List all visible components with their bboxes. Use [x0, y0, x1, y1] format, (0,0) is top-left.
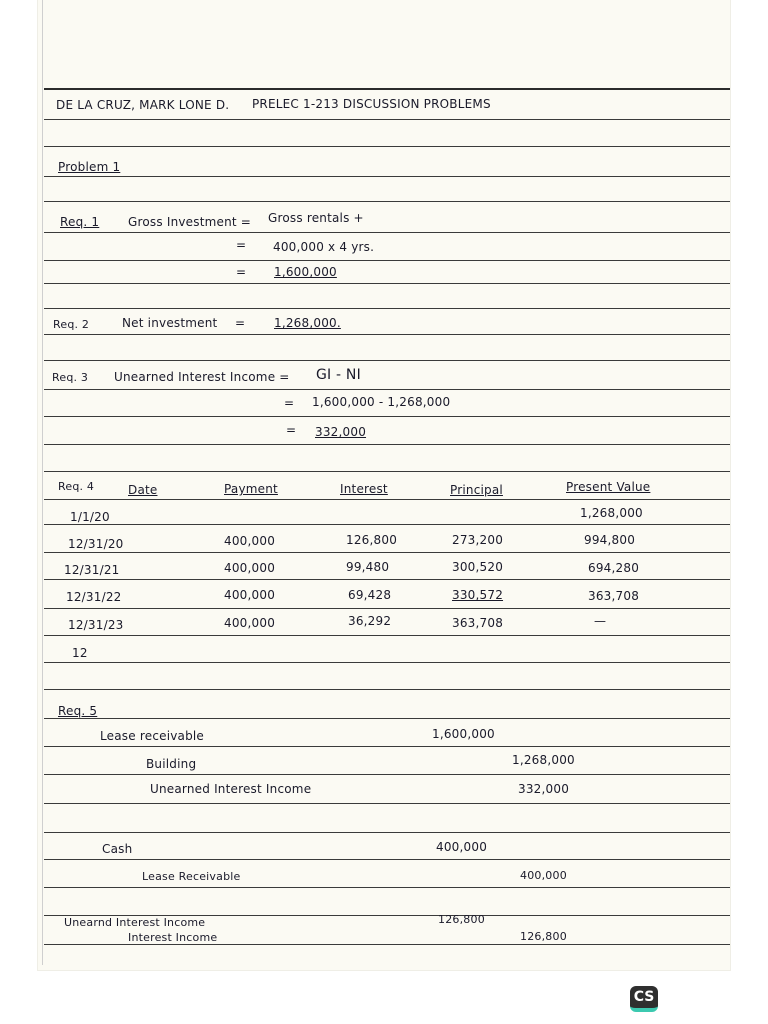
rule-line [44, 334, 730, 335]
journal-debit: 126,800 [438, 913, 485, 926]
col-principal-header: Principal [450, 483, 503, 497]
rule-line [44, 887, 730, 888]
table-cell-interest: 36,292 [348, 614, 392, 628]
req3-line3: 332,000 [315, 425, 367, 439]
req1-line3: 1,600,000 [274, 265, 337, 279]
table-extra-note: 12 [72, 646, 88, 660]
table-cell-principal: 300,520 [452, 560, 504, 574]
journal-account: Lease receivable [100, 729, 205, 743]
rule-line [44, 552, 730, 553]
table-cell-principal: 363,708 [452, 616, 504, 630]
margin-line [42, 0, 43, 965]
req3-line2: 1,600,000 - 1,268,000 [312, 395, 451, 409]
rule-line [44, 201, 730, 202]
journal-credit: 400,000 [520, 869, 567, 882]
req1-line2: 400,000 x 4 yrs. [273, 240, 375, 254]
req1-line1: Gross rentals + [268, 211, 364, 225]
rule-line [44, 774, 730, 775]
table-cell-principal: 330,572 [452, 588, 504, 602]
req1-term: Gross Investment = [128, 215, 252, 229]
table-cell-date: 12/31/22 [66, 590, 122, 604]
req3-formula: GI - NI [316, 367, 361, 383]
rule-line [44, 308, 730, 309]
table-cell-date: 12/31/20 [68, 537, 124, 551]
rule-line [44, 608, 730, 609]
rule-line [44, 416, 730, 417]
rule-line [44, 859, 730, 860]
rule-line [44, 360, 730, 361]
req1-eq2: = [236, 238, 247, 252]
req4-label: Req. 4 [58, 480, 95, 493]
table-cell-principal: 273,200 [452, 533, 504, 547]
req3-eq2: = [284, 396, 295, 410]
rule-line [44, 176, 730, 177]
req1-label: Req. 1 [60, 215, 100, 229]
rule-line [44, 146, 730, 147]
journal-account: Unearned Interest Income [150, 782, 312, 796]
rule-line [44, 524, 730, 525]
col-date-header: Date [128, 483, 158, 497]
req2-term: Net investment [122, 316, 218, 330]
student-name: DE LA CRUZ, MARK LONE D. [56, 98, 230, 112]
table-cell-pv: 694,280 [588, 561, 640, 575]
journal-account: Cash [102, 842, 133, 856]
journal-account: Unearnd Interest Income [64, 916, 206, 929]
rule-line [44, 662, 730, 663]
rule-line [44, 119, 730, 120]
req2-value: 1,268,000. [274, 316, 341, 330]
journal-account: Building [146, 757, 197, 771]
table-cell-date: 1/1/20 [70, 510, 110, 524]
col-interest-header: Interest [340, 482, 388, 496]
rule-line [44, 283, 730, 284]
table-cell-payment: 400,000 [224, 616, 276, 630]
col-payment-header: Payment [224, 482, 278, 496]
rule-line [44, 944, 730, 945]
rule-line [44, 832, 730, 833]
rule-line [44, 803, 730, 804]
req5-label: Req. 5 [58, 704, 98, 718]
req1-eq3: = [236, 265, 247, 279]
table-cell-payment: 400,000 [224, 534, 276, 548]
journal-credit: 1,268,000 [512, 753, 575, 767]
table-cell-pv: — [594, 614, 607, 628]
journal-debit: 1,600,000 [432, 727, 495, 741]
req3-label: Req. 3 [52, 371, 89, 384]
req3-eq3: = [286, 423, 297, 437]
rule-line [44, 260, 730, 261]
table-cell-interest: 99,480 [346, 560, 390, 574]
table-cell-payment: 400,000 [224, 588, 276, 602]
table-cell-date: 12/31/21 [64, 563, 120, 577]
table-cell-pv: 1,268,000 [580, 506, 643, 520]
journal-account: Lease Receivable [142, 870, 241, 883]
col-pv-header: Present Value [566, 480, 651, 494]
journal-credit: 332,000 [518, 782, 570, 796]
table-cell-pv: 994,800 [584, 533, 636, 547]
rule-line [44, 689, 730, 690]
req2-label: Req. 2 [53, 318, 90, 331]
table-cell-interest: 126,800 [346, 533, 398, 547]
rule-line [44, 635, 730, 636]
table-cell-interest: 69,428 [348, 588, 392, 602]
rule-line [44, 232, 730, 233]
problem-title: Problem 1 [58, 160, 121, 174]
rule-line [44, 471, 730, 472]
journal-debit: 400,000 [436, 840, 488, 854]
rule-line [44, 746, 730, 747]
table-cell-payment: 400,000 [224, 561, 276, 575]
table-cell-date: 12/31/23 [68, 618, 124, 632]
camscanner-logo: CS [630, 986, 658, 1012]
table-cell-pv: 363,708 [588, 589, 640, 603]
rule-line [44, 579, 730, 580]
rule-line [44, 389, 730, 390]
journal-credit: 126,800 [520, 930, 567, 943]
rule-line [44, 718, 730, 719]
req2-eq: = [235, 316, 246, 330]
rule-line [44, 88, 730, 90]
journal-account: Interest Income [128, 931, 218, 944]
req3-term: Unearned Interest Income = [114, 370, 290, 384]
course-title: PRELEC 1-213 DISCUSSION PROBLEMS [252, 97, 491, 111]
rule-line [44, 444, 730, 445]
rule-line [44, 499, 730, 500]
